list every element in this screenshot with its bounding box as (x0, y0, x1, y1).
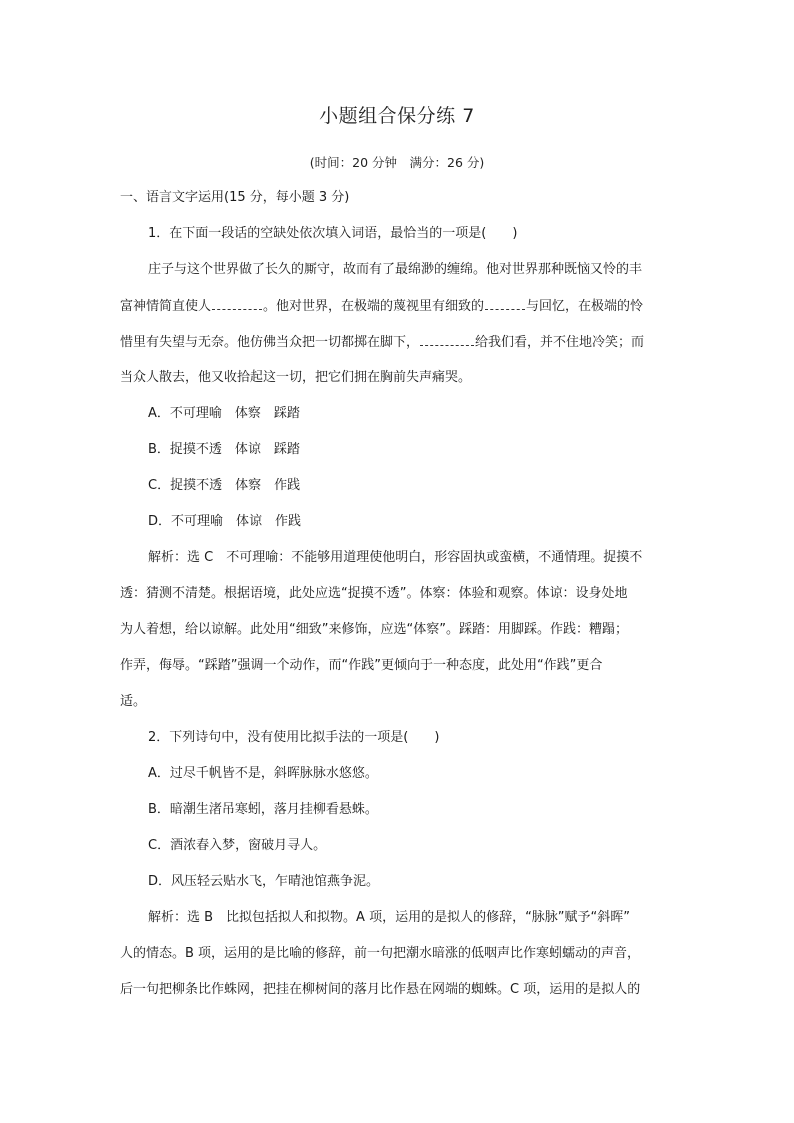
q2-analysis-line: 人的情态。B 项，运用的是比喻的修辞，前一句把潮水暗涨的低咽声比作寒蚓蠕动的声音， (120, 946, 641, 961)
q1-analysis-line: 作弄，侮辱。“踩踏”强调一个动作，而“作践”更倾向于一种态度，此处用“作践”更合 (120, 658, 603, 673)
q1-passage-line-3 (120, 333, 644, 351)
q2-option-a[interactable]: A．过尽千帆皆不是，斜晖脉脉水悠悠。 (148, 766, 378, 781)
q1-option-b[interactable]: B．捉摸不透 体谅 踩踏 (148, 442, 300, 457)
answer-blank-3[interactable] (420, 333, 474, 346)
q1-analysis-line: 解析：选 C 不可理喻：不能够用道理使他明白，形容固执或蛮横，不通情理。捉摸不 (148, 550, 643, 565)
answer-blank-2[interactable] (485, 297, 525, 310)
page-subtitle: (时间：20 分钟 满分：26 分) (309, 155, 485, 170)
q1-passage-text: 富神情简直使人 (120, 299, 212, 314)
q1-passage-text: 与回忆，在极端的怜 (526, 299, 644, 314)
q2-option-b[interactable]: B．暗潮生渚吊寒蚓，落月挂柳看悬蛛。 (148, 802, 378, 817)
q1-analysis-line: 透：猜测不清楚。根据语境，此处应选“捉摸不透”。体察：体验和观察。体谅：设身处地 (120, 586, 628, 601)
section-heading: 一、语言文字运用(15 分，每小题 3 分) (120, 190, 350, 205)
q1-option-c[interactable]: C．捉摸不透 体察 作践 (148, 478, 301, 493)
q1-passage-line-2 (120, 297, 643, 315)
q1-passage-line-1: 庄子与这个世界做了长久的厮守，故而有了最绵渺的缠绵。他对世界那种既恼又怜的丰 (148, 262, 643, 277)
q1-passage-line-4: 当众人散去，他又收拾起这一切，把它们拥在胸前失声痛哭。 (120, 370, 472, 385)
question-2-stem: 2．下列诗句中，没有使用比拟手法的一项是( ) (148, 730, 440, 745)
q1-option-a[interactable]: A．不可理喻 体察 踩踏 (148, 406, 300, 421)
answer-blank-1[interactable] (212, 297, 262, 310)
page-title: 小题组合保分练 7 (319, 105, 475, 127)
q1-passage-text: 惜里有失望与无奈。他仿佛当众把一切都掷在脚下， (120, 335, 420, 350)
q1-passage-text: 。他对世界，在极端的蔑视里有细致的 (263, 299, 485, 314)
q2-option-c[interactable]: C．酒浓春入梦，窗破月寻人。 (148, 838, 327, 853)
q1-passage-text: 给我们看，并不住地冷笑；而 (475, 335, 645, 350)
q2-option-d[interactable]: D．风压轻云贴水飞，乍晴池馆燕争泥。 (148, 874, 380, 889)
q1-option-d[interactable]: D．不可理喻 体谅 作践 (148, 514, 302, 529)
question-1-stem: 1．在下面一段话的空缺处依次填入词语，最恰当的一项是( ) (148, 226, 518, 241)
q1-analysis-line: 为人着想，给以谅解。此处用“细致”来修饰，应选“体察”。踩踏：用脚踩。作践：糟蹋； (120, 622, 628, 637)
q2-analysis-line: 解析：选 B 比拟包括拟人和拟物。A 项，运用的是拟人的修辞，“脉脉”赋予“斜晖” (148, 910, 631, 925)
q1-analysis-line: 适。 (120, 694, 147, 709)
q2-analysis-line: 后一句把柳条比作蛛网，把挂在柳树间的落月比作悬在网端的蜘蛛。C 项，运用的是拟人的 (120, 982, 641, 997)
